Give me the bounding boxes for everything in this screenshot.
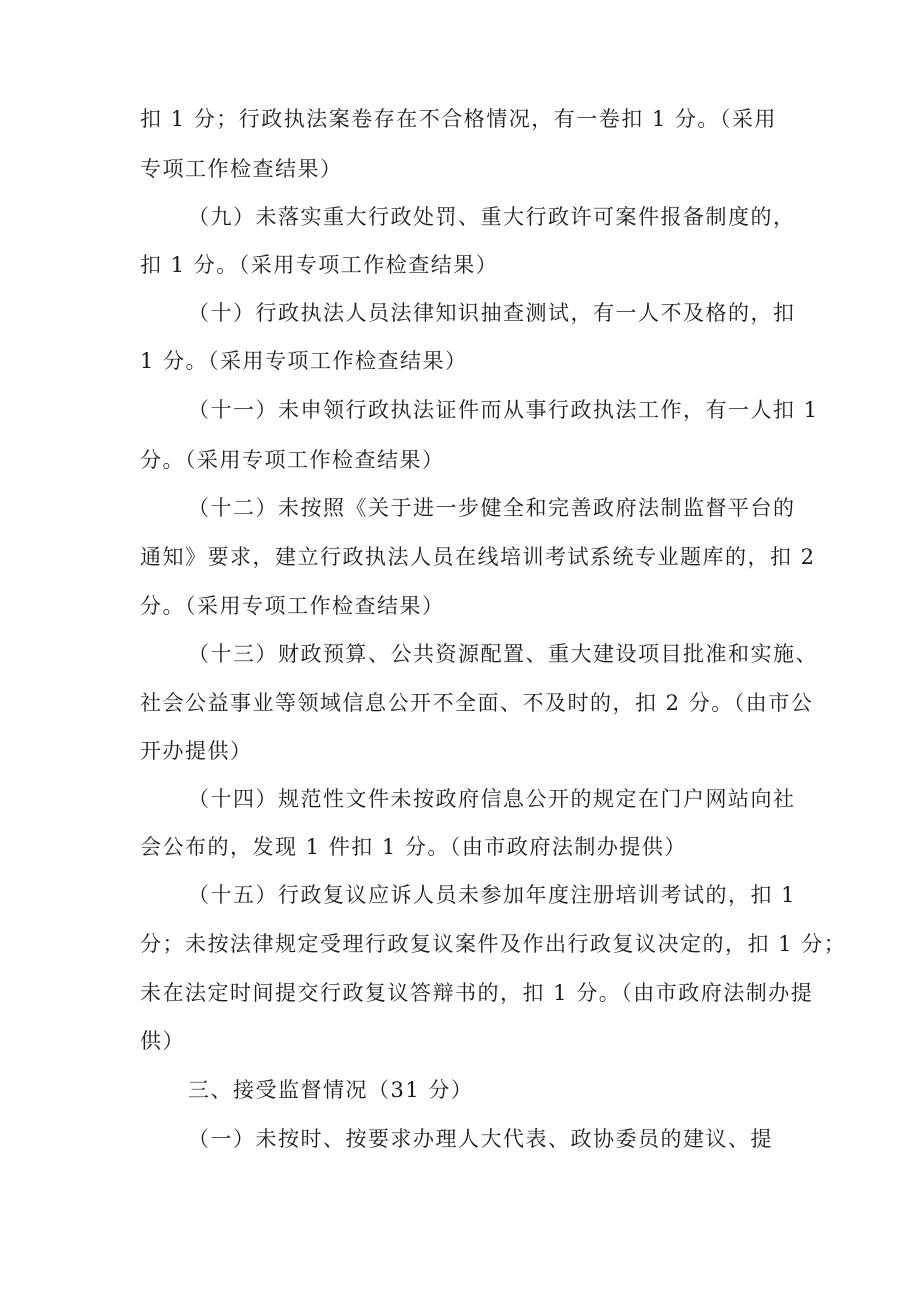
text-line: 社会公益事业等领域信息公开不全面、不及时的，扣 2 分。（由市公 [140,691,814,715]
paragraph-9-start: （九）未落实重大行政处罚、重大行政许可案件报备制度的， [188,205,796,229]
paragraph-10-start: （十）行政执法人员法律知识抽查测试，有一人不及格的，扣 [188,301,796,325]
text-line: 供） [140,1029,185,1053]
paragraph-1-start: （一）未按时、按要求办理人大代表、政协委员的建议、提 [188,1127,773,1151]
paragraph-12-start: （十二）未按照《关于进一步健全和完善政府法制监督平台的 [188,496,796,520]
text-line: 扣 1 分；行政执法案卷存在不合格情况，有一卷扣 1 分。（采用 [140,107,777,131]
paragraph-14-start: （十四）规范性文件未按政府信息公开的规定在门户网站向社 [188,787,796,811]
paragraph-15-start: （十五）行政复议应诉人员未参加年度注册培训考试的，扣 1 [188,883,797,907]
text-line: 会公布的，发现 1 件扣 1 分。（由市政府法制办提供） [140,835,687,859]
paragraph-11-start: （十一）未申领行政执法证件而从事行政执法工作，有一人扣 1 [188,398,819,422]
section-heading: 三、接受监督情况（31 分） [188,1078,474,1102]
paragraph-13-start: （十三）财政预算、公共资源配置、重大建设项目批准和实施、 [188,642,818,666]
text-line: 分。（采用专项工作检查结果） [140,594,445,618]
text-line: 分。（采用专项工作检查结果） [140,448,445,472]
text-line: 通知》要求，建立行政执法人员在线培训考试系统专业题库的，扣 2 [140,545,816,569]
text-line: 开办提供） [140,739,253,763]
text-line: 1 分。（采用专项工作检查结果） [140,349,468,373]
text-line: 专项工作检查结果） [140,157,343,181]
text-line: 扣 1 分。（采用专项工作检查结果） [140,253,499,277]
text-line: 未在法定时间提交行政复议答辩书的，扣 1 分。（由市政府法制办提 [140,981,814,1005]
text-line: 分；未按法律规定受理行政复议案件及作出行政复议决定的，扣 1 分； [140,932,847,956]
